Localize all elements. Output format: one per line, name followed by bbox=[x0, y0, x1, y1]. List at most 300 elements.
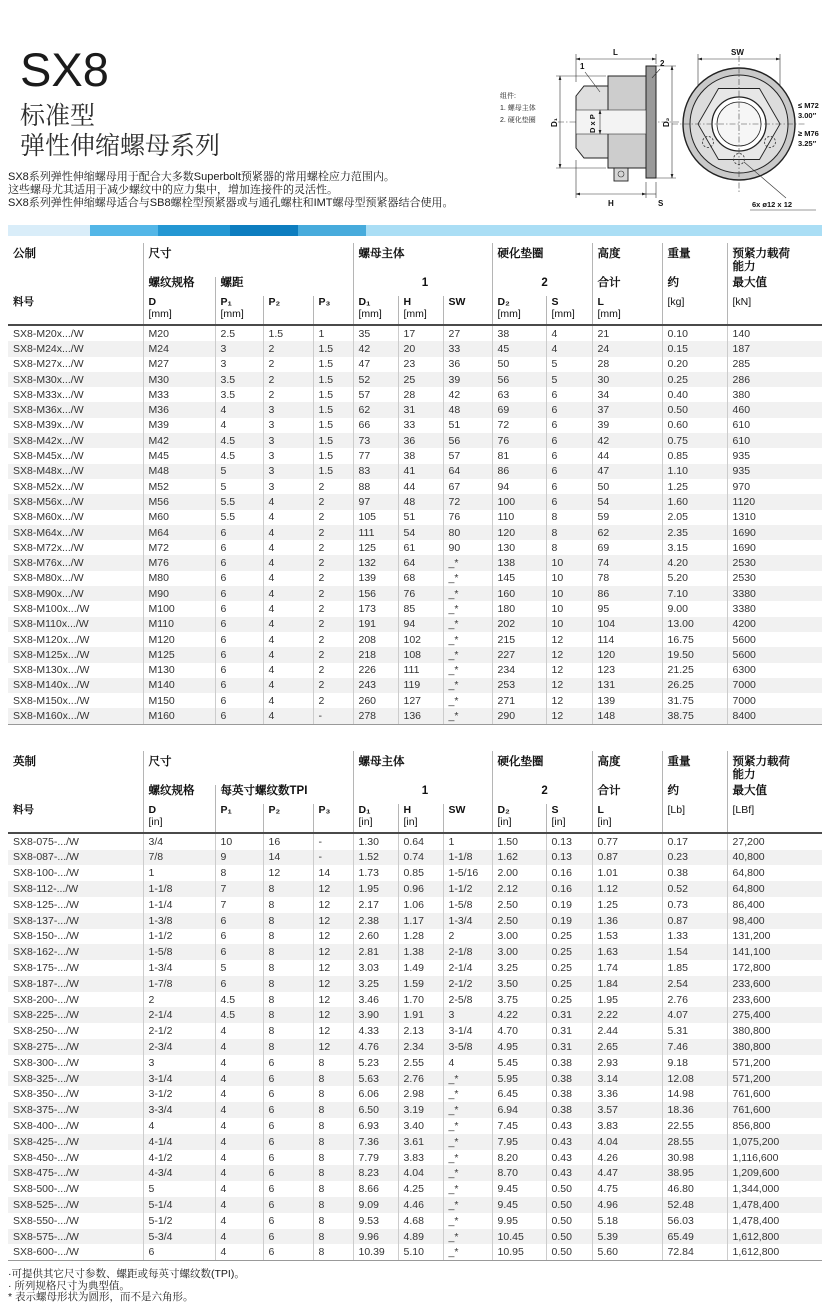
table-cell: 2 bbox=[313, 510, 353, 525]
table-cell: 2 bbox=[263, 341, 313, 356]
table-row bbox=[8, 1213, 822, 1229]
table-cell: 5.63 bbox=[353, 1071, 398, 1087]
table-cell: 30.98 bbox=[662, 1150, 727, 1166]
table-cell: 1.38 bbox=[398, 944, 443, 960]
weight-group-header: 重量 bbox=[662, 751, 727, 785]
table-cell: 1120 bbox=[727, 494, 822, 509]
table-cell: 57 bbox=[353, 387, 398, 402]
table-cell: 0.16 bbox=[546, 865, 592, 881]
table-cell: 2-5/8 bbox=[443, 992, 492, 1008]
table-cell: 9.00 bbox=[662, 601, 727, 616]
table-cell: 0.25 bbox=[546, 960, 592, 976]
column-symbol-header bbox=[143, 804, 215, 833]
imperial-table-body bbox=[8, 833, 822, 1261]
table-cell: 131,200 bbox=[727, 929, 822, 945]
table-cell: _* bbox=[443, 1086, 492, 1102]
table-cell: 23 bbox=[398, 357, 443, 372]
table-cell: 10.95 bbox=[492, 1244, 546, 1260]
table-cell: 6.45 bbox=[492, 1086, 546, 1102]
table-row bbox=[8, 1134, 822, 1150]
table-cell: 3.36 bbox=[592, 1086, 662, 1102]
part-number-cell: SX8-525-.../W bbox=[13, 1198, 79, 1211]
part-number-cell: SX8-M90x.../W bbox=[13, 587, 84, 600]
table-cell: 1,075,200 bbox=[727, 1134, 822, 1150]
table-cell: 6 bbox=[263, 1102, 313, 1118]
table-cell: 3-1/4 bbox=[143, 1071, 215, 1087]
table-cell: 12 bbox=[546, 663, 592, 678]
part-number-cell: SX8-M39x.../W bbox=[13, 419, 84, 432]
table-cell: 2.38 bbox=[353, 913, 398, 929]
table-cell: 6 bbox=[215, 944, 263, 960]
column-symbol: H bbox=[403, 803, 412, 816]
table-cell: 8.66 bbox=[353, 1181, 398, 1197]
table-cell: 2-1/2 bbox=[443, 976, 492, 992]
table-cell: 72 bbox=[443, 494, 492, 509]
table-cell: 12 bbox=[313, 897, 353, 913]
table-cell: 0.38 bbox=[662, 865, 727, 881]
table-cell: 0.40 bbox=[662, 387, 727, 402]
table-cell: 3.61 bbox=[398, 1134, 443, 1150]
table-cell: 111 bbox=[353, 525, 398, 540]
table-cell: 4 bbox=[215, 1023, 263, 1039]
table-cell: 7.95 bbox=[492, 1134, 546, 1150]
table-row bbox=[8, 850, 822, 866]
table-cell: 3.83 bbox=[398, 1150, 443, 1166]
table-cell: 4 bbox=[443, 1055, 492, 1071]
table-cell: 1.50 bbox=[492, 833, 546, 850]
table-cell: 42 bbox=[443, 387, 492, 402]
table-cell: 6 bbox=[263, 1150, 313, 1166]
table-row bbox=[8, 418, 822, 433]
table-cell: 139 bbox=[353, 571, 398, 586]
part-number-cell: SX8-M27x.../W bbox=[13, 358, 84, 371]
table-cell: 460 bbox=[727, 402, 822, 417]
table-cell: 5 bbox=[215, 479, 263, 494]
load-group-header bbox=[727, 243, 822, 277]
table-cell: 1-3/4 bbox=[443, 913, 492, 929]
part-number-cell: SX8-M42x.../W bbox=[13, 434, 84, 447]
table-cell: 1.5 bbox=[313, 372, 353, 387]
table-cell: 8 bbox=[313, 1197, 353, 1213]
callout-1: 1 bbox=[580, 62, 585, 71]
table-cell: 2-1/4 bbox=[143, 1007, 215, 1023]
table-cell: 4.95 bbox=[492, 1039, 546, 1055]
annotation-hex-metric: ≤ M72 bbox=[798, 101, 819, 110]
column-header-row bbox=[8, 296, 822, 325]
imperial-table-header bbox=[8, 751, 822, 833]
table-cell: 160 bbox=[492, 586, 546, 601]
table-cell: 1.5 bbox=[313, 464, 353, 479]
part-number-cell: SX8-M24x.../W bbox=[13, 342, 84, 355]
column-symbol-header bbox=[727, 296, 822, 325]
column-unit: [mm] bbox=[551, 308, 575, 320]
table-cell: 48 bbox=[398, 494, 443, 509]
table-cell: 5 bbox=[546, 357, 592, 372]
table-cell: 14 bbox=[263, 850, 313, 866]
table-cell: 4 bbox=[215, 1229, 263, 1245]
table-cell: 4 bbox=[215, 418, 263, 433]
table-cell: 260 bbox=[353, 693, 398, 708]
table-cell: 27,200 bbox=[727, 833, 822, 850]
table-cell: 8 bbox=[313, 1086, 353, 1102]
part-number-cell: SX8-M100x.../W bbox=[13, 602, 90, 615]
table-cell: 290 bbox=[492, 708, 546, 724]
table-cell: 2.93 bbox=[592, 1055, 662, 1071]
table-cell: 136 bbox=[398, 708, 443, 724]
table-cell: 6 bbox=[546, 387, 592, 402]
washer-number: 2 bbox=[492, 785, 592, 804]
table-cell: 8 bbox=[313, 1244, 353, 1260]
table-cell: 4-3/4 bbox=[143, 1165, 215, 1181]
table-cell: 4-1/2 bbox=[143, 1150, 215, 1166]
table-cell: 0.38 bbox=[546, 1071, 592, 1087]
table-cell: 2 bbox=[313, 555, 353, 570]
part-number-cell: SX8-150-.../W bbox=[13, 930, 79, 943]
thread-spec-header: 螺纹规格 bbox=[143, 277, 215, 296]
table-cell: 6 bbox=[143, 1244, 215, 1260]
dimensions-group-header: 尺寸 bbox=[143, 751, 353, 785]
table-cell: 1.49 bbox=[398, 960, 443, 976]
table-cell: 1.63 bbox=[592, 944, 662, 960]
table-row bbox=[8, 693, 822, 708]
table-cell: 132 bbox=[353, 555, 398, 570]
column-symbol: SW bbox=[448, 296, 466, 308]
table-cell: 5.18 bbox=[592, 1213, 662, 1229]
table-cell: 227 bbox=[492, 647, 546, 662]
column-symbol: D₁ bbox=[358, 803, 371, 816]
table-cell: 12 bbox=[313, 944, 353, 960]
table-cell: 44 bbox=[592, 448, 662, 463]
column-unit: [LBf] bbox=[732, 803, 755, 816]
table-cell: 5.31 bbox=[662, 1023, 727, 1039]
table-cell: 0.31 bbox=[546, 1039, 592, 1055]
footnote: * 表示螺母形状为圆形，而不是六角形。 bbox=[8, 1291, 194, 1304]
table-cell: 935 bbox=[727, 464, 822, 479]
table-cell: 42 bbox=[353, 341, 398, 356]
table-cell: 4.22 bbox=[492, 1007, 546, 1023]
table-cell: 1,116,600 bbox=[727, 1150, 822, 1166]
table-row bbox=[8, 944, 822, 960]
column-symbol-header bbox=[662, 296, 727, 325]
table-cell: _* bbox=[443, 708, 492, 724]
table-cell: 48 bbox=[443, 402, 492, 417]
table-cell: 4 bbox=[263, 571, 313, 586]
table-cell: 148 bbox=[592, 708, 662, 724]
table-cell: 12 bbox=[313, 992, 353, 1008]
table-cell: 0.31 bbox=[546, 1007, 592, 1023]
table-cell: 1.36 bbox=[592, 913, 662, 929]
table-cell: 4 bbox=[215, 402, 263, 417]
table-cell: 1-5/16 bbox=[443, 865, 492, 881]
table-cell: 3 bbox=[263, 402, 313, 417]
weight-approx-header: 约 bbox=[662, 277, 727, 296]
table-cell: 105 bbox=[353, 510, 398, 525]
column-symbol: 料号 bbox=[13, 803, 34, 816]
annotation-hex-inch: 3.00″ bbox=[798, 111, 817, 120]
table-row bbox=[8, 1007, 822, 1023]
nut-body-group-header: 螺母主体 bbox=[353, 751, 492, 785]
table-cell: 1690 bbox=[727, 525, 822, 540]
table-cell: 5-3/4 bbox=[143, 1229, 215, 1245]
table-cell: 3-3/4 bbox=[143, 1102, 215, 1118]
table-cell: 4 bbox=[263, 540, 313, 555]
table-cell: 1,344,000 bbox=[727, 1181, 822, 1197]
table-cell: 2 bbox=[263, 372, 313, 387]
column-symbol-header bbox=[662, 804, 727, 833]
column-symbol: D₂ bbox=[497, 803, 510, 816]
table-cell: 4.33 bbox=[353, 1023, 398, 1039]
table-cell: 36 bbox=[443, 357, 492, 372]
part-number-cell: SX8-250-.../W bbox=[13, 1025, 79, 1038]
table-cell: 156 bbox=[353, 586, 398, 601]
part-number-cell: SX8-M160x.../W bbox=[8, 708, 143, 724]
table-cell: _* bbox=[443, 693, 492, 708]
column-symbol-header bbox=[492, 804, 546, 833]
jackscrew-section bbox=[614, 168, 628, 181]
column-symbol: L bbox=[597, 803, 604, 816]
table-cell: 108 bbox=[398, 647, 443, 662]
column-symbol: SW bbox=[448, 803, 466, 816]
table-cell: 6.93 bbox=[353, 1118, 398, 1134]
table-cell: 2 bbox=[313, 540, 353, 555]
column-unit bbox=[319, 816, 353, 828]
table-cell: 380,800 bbox=[727, 1039, 822, 1055]
column-unit: [mm] bbox=[597, 308, 621, 320]
table-cell: 12 bbox=[313, 913, 353, 929]
table-cell: 6 bbox=[215, 976, 263, 992]
group-header-row bbox=[8, 751, 822, 785]
table-cell: 761,600 bbox=[727, 1086, 822, 1102]
column-symbol-header bbox=[215, 804, 263, 833]
table-cell: 6 bbox=[263, 1197, 313, 1213]
table-cell: 86,400 bbox=[727, 897, 822, 913]
subtitle-line-2: 弹性伸缩螺母系列 bbox=[20, 132, 221, 160]
table-cell: 5.95 bbox=[492, 1071, 546, 1087]
table-row bbox=[8, 1229, 822, 1245]
load-group-label: 预紧力载荷能力 bbox=[732, 248, 791, 273]
table-cell: 6 bbox=[215, 663, 263, 678]
part-number-cell: SX8-M64x.../W bbox=[13, 526, 84, 539]
table-cell: 1.59 bbox=[398, 976, 443, 992]
table-cell: 856,800 bbox=[727, 1118, 822, 1134]
table-cell: M64 bbox=[143, 525, 215, 540]
table-cell: 6 bbox=[215, 540, 263, 555]
table-cell: M45 bbox=[143, 448, 215, 463]
table-cell: 1,612,800 bbox=[727, 1229, 822, 1245]
table-cell: 8.23 bbox=[353, 1165, 398, 1181]
table-cell: 2 bbox=[143, 992, 215, 1008]
table-cell: 3.50 bbox=[492, 976, 546, 992]
table-cell: 233,600 bbox=[727, 992, 822, 1008]
table-cell: M48 bbox=[143, 464, 215, 479]
table-cell: 57 bbox=[443, 448, 492, 463]
table-cell: 7.45 bbox=[492, 1118, 546, 1134]
table-cell: 1.5 bbox=[313, 402, 353, 417]
table-cell: 12 bbox=[313, 929, 353, 945]
table-cell: 4 bbox=[263, 708, 313, 724]
table-cell: 111 bbox=[398, 663, 443, 678]
dim-label-D2: D₂ bbox=[662, 117, 671, 127]
table-cell: 138 bbox=[492, 555, 546, 570]
table-cell: 80 bbox=[443, 525, 492, 540]
table-cell: 7.10 bbox=[662, 586, 727, 601]
table-cell: 4 bbox=[215, 1213, 263, 1229]
column-symbol: P₂ bbox=[268, 296, 281, 308]
column-symbol: 料号 bbox=[13, 296, 34, 308]
table-cell: 2-3/4 bbox=[143, 1039, 215, 1055]
table-cell: 47 bbox=[592, 464, 662, 479]
height-total-header: 合计 bbox=[592, 785, 662, 804]
table-cell: 1.12 bbox=[592, 881, 662, 897]
table-cell: 120 bbox=[592, 647, 662, 662]
table-cell: 0.31 bbox=[546, 1023, 592, 1039]
table-cell: 4.07 bbox=[662, 1007, 727, 1023]
table-cell: 10 bbox=[546, 617, 592, 632]
table-cell: 86 bbox=[492, 464, 546, 479]
column-header-row bbox=[8, 804, 822, 833]
table-row bbox=[8, 325, 822, 341]
column-symbol: P₃ bbox=[318, 803, 331, 816]
table-row bbox=[8, 992, 822, 1008]
table-cell: 100 bbox=[492, 494, 546, 509]
table-cell: 6 bbox=[263, 1071, 313, 1087]
table-cell: 8 bbox=[263, 960, 313, 976]
table-cell: 1.54 bbox=[662, 944, 727, 960]
nut-body-group-header: 螺母主体 bbox=[353, 243, 492, 277]
part-number-cell: SX8-M110x.../W bbox=[13, 618, 89, 631]
table-cell: 4.5 bbox=[215, 448, 263, 463]
height-total-header: 合计 bbox=[592, 277, 662, 296]
table-cell: 5 bbox=[546, 372, 592, 387]
table-row bbox=[8, 1244, 822, 1260]
table-row bbox=[8, 1023, 822, 1039]
table-row bbox=[8, 448, 822, 463]
table-cell: 6 bbox=[546, 464, 592, 479]
table-cell: 1-5/8 bbox=[143, 944, 215, 960]
table-cell: 4.5 bbox=[215, 992, 263, 1008]
table-cell: 0.52 bbox=[662, 881, 727, 897]
table-row bbox=[8, 1118, 822, 1134]
part-number-cell: SX8-100-.../W bbox=[13, 867, 79, 880]
column-symbol-header bbox=[398, 804, 443, 833]
table-cell: 202 bbox=[492, 617, 546, 632]
table-cell: 110 bbox=[492, 510, 546, 525]
table-cell: 8 bbox=[313, 1055, 353, 1071]
table-cell: 8 bbox=[263, 992, 313, 1008]
part-number-cell: SX8-M130x.../W bbox=[13, 664, 90, 677]
nut-body-number: 1 bbox=[353, 277, 492, 296]
table-cell: 64,800 bbox=[727, 865, 822, 881]
table-cell: _* bbox=[443, 601, 492, 616]
column-symbol: H bbox=[403, 296, 412, 308]
table-cell: 31.75 bbox=[662, 693, 727, 708]
table-cell: 2 bbox=[313, 494, 353, 509]
table-cell: 6 bbox=[215, 617, 263, 632]
table-row bbox=[8, 929, 822, 945]
table-cell: 4 bbox=[263, 586, 313, 601]
table-cell: 0.43 bbox=[546, 1134, 592, 1150]
table-cell: 38.75 bbox=[662, 708, 727, 724]
table-cell: 1-5/8 bbox=[443, 897, 492, 913]
table-cell: 1.33 bbox=[662, 929, 727, 945]
table-cell: 35 bbox=[353, 325, 398, 341]
table-cell: 3.75 bbox=[492, 992, 546, 1008]
table-cell: _* bbox=[443, 1165, 492, 1181]
table-cell: 1.85 bbox=[662, 960, 727, 976]
table-cell: 3.57 bbox=[592, 1102, 662, 1118]
table-row bbox=[8, 479, 822, 494]
table-cell: 42 bbox=[592, 433, 662, 448]
table-cell: 5.5 bbox=[215, 510, 263, 525]
washer-group-header: 硬化垫圈 bbox=[492, 751, 592, 785]
table-cell: 1-1/2 bbox=[143, 929, 215, 945]
table-cell: 8.20 bbox=[492, 1150, 546, 1166]
table-cell: 4-1/4 bbox=[143, 1134, 215, 1150]
column-symbol-header bbox=[443, 296, 492, 325]
table-cell: 0.50 bbox=[662, 402, 727, 417]
table-cell: 98,400 bbox=[727, 913, 822, 929]
table-cell: 63 bbox=[492, 387, 546, 402]
part-number-cell: SX8-M76x.../W bbox=[13, 557, 84, 570]
table-cell: 1.10 bbox=[662, 464, 727, 479]
table-cell: 1.5 bbox=[313, 433, 353, 448]
table-cell: 1 bbox=[443, 833, 492, 850]
table-cell: 76 bbox=[443, 510, 492, 525]
table-cell: 28.55 bbox=[662, 1134, 727, 1150]
table-cell: 12 bbox=[313, 976, 353, 992]
table-cell: 2530 bbox=[727, 571, 822, 586]
table-cell: 64 bbox=[443, 464, 492, 479]
table-cell: 8 bbox=[263, 913, 313, 929]
table-cell: 0.15 bbox=[662, 341, 727, 356]
table-cell: 0.43 bbox=[546, 1150, 592, 1166]
table-cell: 12 bbox=[313, 881, 353, 897]
part-number-cell: SX8-M125x.../W bbox=[13, 648, 90, 661]
table-cell: 1-3/4 bbox=[143, 960, 215, 976]
table-cell: 8 bbox=[313, 1181, 353, 1197]
table-cell: 33 bbox=[443, 341, 492, 356]
table-row bbox=[8, 833, 822, 850]
table-cell: 0.87 bbox=[592, 850, 662, 866]
table-cell: 3.00 bbox=[492, 944, 546, 960]
table-cell: M20 bbox=[143, 325, 215, 341]
table-cell: 6 bbox=[215, 693, 263, 708]
part-number-header bbox=[8, 296, 143, 325]
part-number-cell: SX8-M30x.../W bbox=[13, 373, 84, 386]
table-cell: 62 bbox=[353, 402, 398, 417]
table-cell: 2 bbox=[313, 678, 353, 693]
table-cell: 4 bbox=[215, 1181, 263, 1197]
table-row bbox=[8, 525, 822, 540]
column-unit bbox=[269, 308, 313, 320]
description-line: 这些螺母尤其适用于减少螺纹中的应力集中，增加连接件的灵活性。 bbox=[8, 184, 338, 196]
table-cell: 5.10 bbox=[398, 1244, 443, 1260]
table-cell: 4 bbox=[263, 510, 313, 525]
table-cell: 5.23 bbox=[353, 1055, 398, 1071]
table-cell: M110 bbox=[143, 617, 215, 632]
table-cell: 0.25 bbox=[546, 929, 592, 945]
accent-stripe bbox=[8, 225, 822, 236]
column-symbol: P₁ bbox=[220, 296, 232, 308]
table-cell: _* bbox=[443, 678, 492, 693]
part-number-cell: SX8-M150x.../W bbox=[13, 694, 90, 707]
table-row bbox=[8, 494, 822, 509]
table-cell: 6 bbox=[263, 1213, 313, 1229]
table-cell: M39 bbox=[143, 418, 215, 433]
column-symbol: S bbox=[551, 296, 559, 308]
table-cell: 1.25 bbox=[592, 897, 662, 913]
table-cell: 3.25 bbox=[353, 976, 398, 992]
